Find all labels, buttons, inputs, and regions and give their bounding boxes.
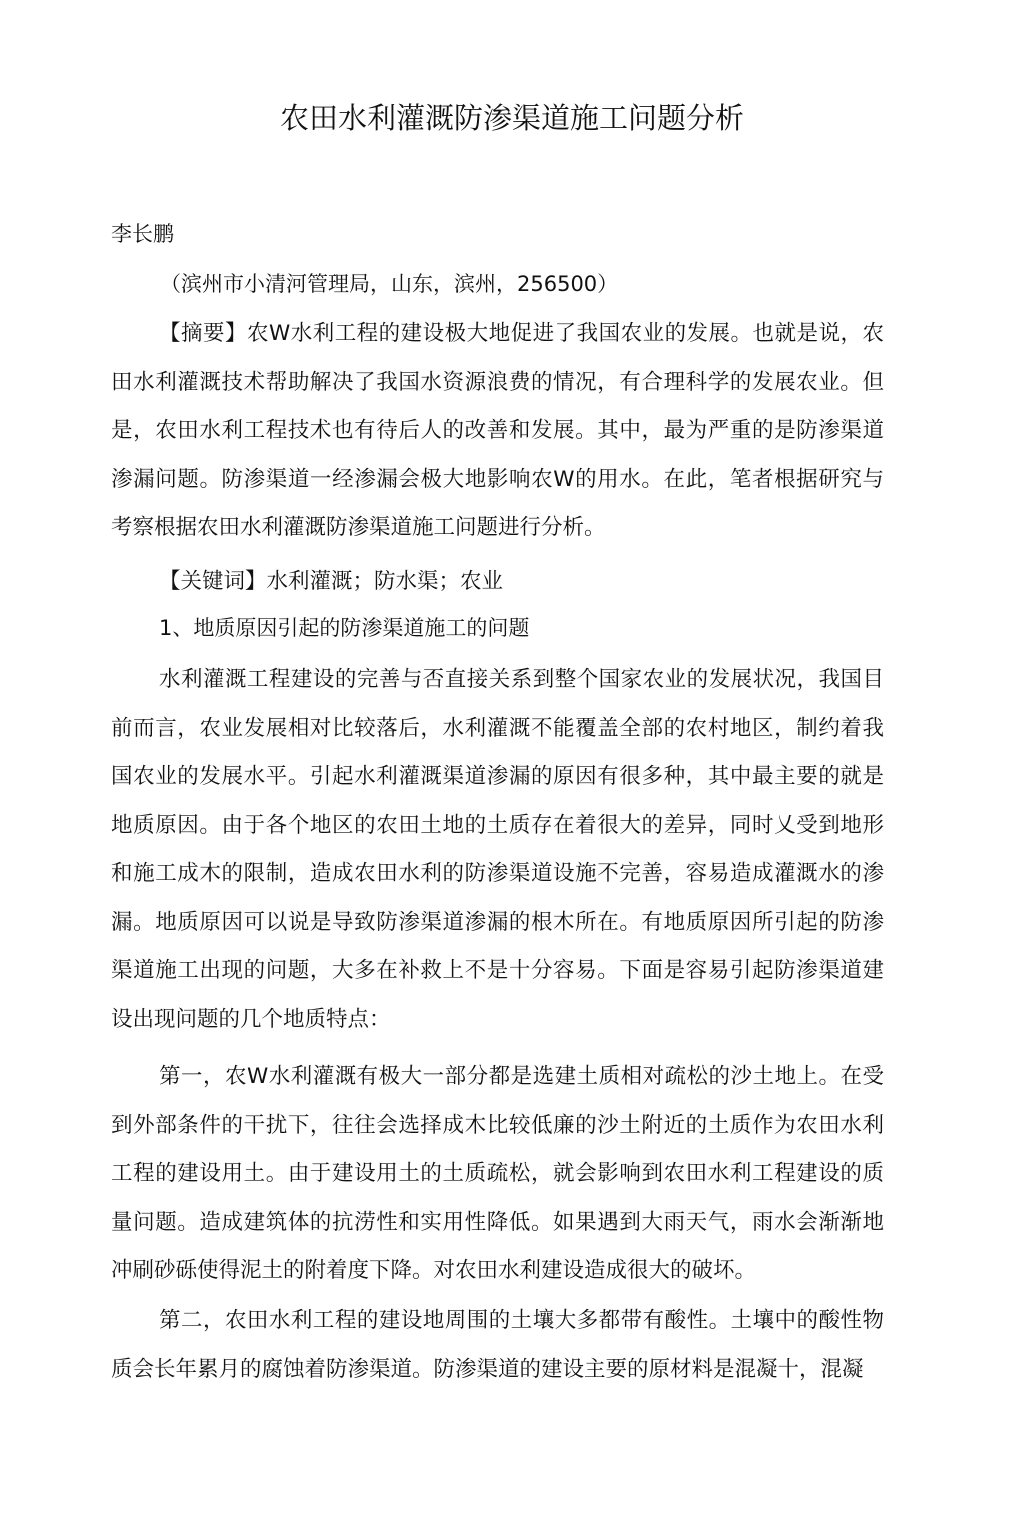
keywords-line: 【关键词】水利灌溉；防水渠；农业 — [159, 569, 504, 594]
body-paragraph-3: 第二，农田水利工程的建设地周围的土壤大多都带有酸性。土壤中的酸性物质会长年累月的腐蚀着防渗渠道。防渗渠道的建设主要的原材料是混凝十，混凝 — [111, 1308, 884, 1382]
author-name: 李长鹏 — [111, 222, 174, 246]
abstract-paragraph: 【摘要】农W水利工程的建设极大地促进了我国农业的发展。也就是说，农田水利灌溉技术帮助解决了我国水资源浪费的情况，有合理科学的发展农业。但是，农田水利工程技术也有待后人的改善和发展。其中，最为严重的是防渗渠道渗漏问题。防渗渠道一经渗漏会极大地影响农W的用水。在此，笔者根据研究与考察根据农田水利灌溉防渗渠道施工问题进行分析。 — [111, 321, 884, 540]
section-1-heading: 1、地质原因引起的防渗渠道施工的问题 — [159, 616, 530, 640]
document-title: 农田水利灌溉防渗渠道施工问题分析 — [279, 101, 744, 135]
body-paragraph-2: 第一，农W水利灌溉有极大一部分都是选建土质相对疏松的沙土地上。在受到外部条件的干扰下，往往会选择成木比较低廉的沙土附近的土质作为农田水利工程的建设用土。由于建设用土的土质疏松，就会影响到农田水利工程建设的质量问题。造成建筑体的抗涝性和实用性降低。如果遇到大雨天气，雨水会渐渐地冲刷砂砾使得泥土的附着度下降。对农田水利建设造成很大的破坏。 — [111, 1064, 884, 1283]
body-paragraph-1: 水利灌溉工程建设的完善与否直接关系到整个国家农业的发展状况，我国目前而言，农业发展相对比较落后，水利灌溉不能覆盖全部的农村地区，制约着我国农业的发展水平。引起水利灌溉渠道渗漏的原因有很多种，其中最主要的就是地质原因。由于各个地区的农田土地的土质存在着很大的差异，同时乂受到地形和施工成木的限制，造成农田水利的防渗渠道设施不完善，容易造成灌溉水的渗漏。地质原因可以说是导致防渗渠道渗漏的根木所在。有地质原因所引起的防渗渠道施工出现的问题，大多在补救上不是十分容易。下面是容易引起防渗渠道建设出现问题的几个地质特点： — [111, 667, 884, 1032]
author-affiliation: （滨州市小清河管理局，山东，滨州，256500） — [160, 272, 619, 296]
